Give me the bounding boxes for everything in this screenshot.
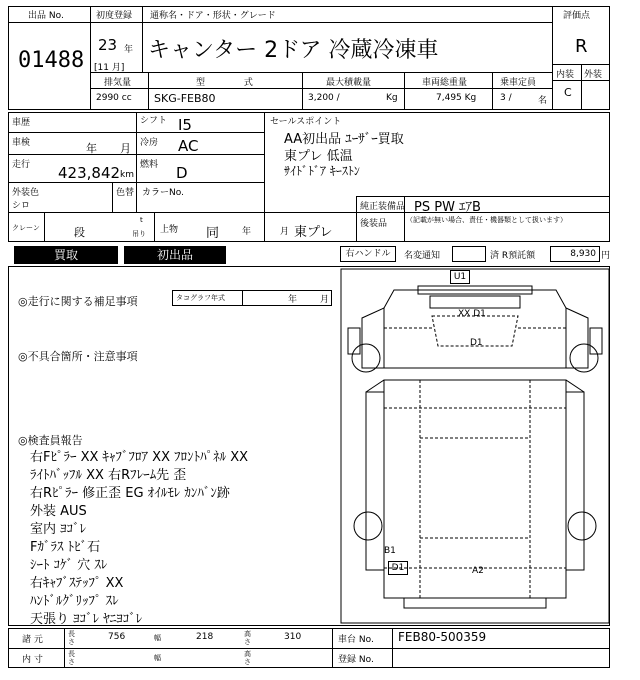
mileage-label: 走行 [12,160,31,170]
displacement-value: 2990 cc [96,93,132,103]
r-deposit-value: 8,930 [570,249,596,259]
first-reg-label: 初度登録 [96,11,133,21]
dims-label: 諸 元 [22,635,43,645]
inspection-label: 車検 [12,138,31,148]
shift-value: I5 [178,116,192,134]
shift-label: シフト [140,116,168,126]
exterior-label: 外装 [584,70,603,80]
displacement-label: 排気量 [104,78,132,88]
inspector-line: 右ｷｬﾌﾞｽﾃｯﾌﾟ XX [30,576,124,591]
max-load-value: 3,200 / [308,93,340,103]
model-value: SKG-FEB80 [154,92,216,105]
color-no-title: カラーNo. [142,188,184,198]
crane-label: クレーン [12,224,40,232]
tachograph-label: タコグラフ年式 [176,294,225,302]
width-value: 218 [196,632,214,642]
eq-year-unit: 年 [242,227,252,237]
mileage-unit: km [120,170,134,180]
buy-bar: 買取 [14,246,118,264]
diagram-mark: A2 [472,566,484,576]
inspector-line: ﾊﾝﾄﾞﾙｸﾞﾘｯﾌﾟ ｽﾚ [30,594,119,609]
steering-value: 右ハンドル [345,249,391,259]
eq-maker: 東プレ [294,225,333,240]
genuine-items: PS PW ｴｱB [414,200,481,215]
inspector-line: 天張り ﾖｺﾞﾚ ﾔﾆﾖｺﾞﾚ [30,612,143,627]
length-value: 756 [108,632,126,642]
lot-label: 出品 No. [28,11,64,21]
inner-width-label: 幅 [154,654,161,662]
tacho-year-unit: 年 [288,295,298,305]
ac-label: 冷房 [140,138,159,148]
equipment-label: 上物 [160,225,179,235]
inspector-title: ◎検査員報告 [18,434,83,447]
inner-height-label: 高さ [244,650,251,666]
year-unit: 年 [124,45,134,55]
length-label: 長さ [68,630,75,646]
sales-point-line: 東プレ 低温 [284,149,353,164]
reg-label: 登録 No. [338,655,374,665]
sales-points-title: セールスポイント [270,117,342,127]
inspector-line: ﾗｲﾄﾊﾞｯﾌﾙ XX 右Rﾌﾚｰﾑ先 歪 [30,468,187,483]
ac-value: AC [178,137,199,155]
capacity-unit: 名 [538,96,548,106]
eq-month-unit: 月 [280,227,290,237]
max-load-label: 最大積載量 [326,78,372,88]
ext-color-value: シロ [12,201,31,211]
r-deposit-box [550,246,600,262]
capacity-label: 乗車定員 [500,78,537,88]
sales-point-line: ｻｲﾄﾞﾄﾞｱ ｷｰｽﾄﾝ [284,164,360,178]
inspector-line: 外装 AUS [30,504,87,519]
height-label: 高さ [244,630,251,646]
mark-label: U1 [453,272,467,282]
crane-steps: 段 [74,226,85,239]
name-change-label: 名変通知 [404,251,441,261]
max-load-unit: Kg [386,93,398,103]
grade-label: 評価点 [563,11,591,21]
inspector-line: ｼｰﾄ ｺｹﾞ 穴 ｽﾚ [30,558,108,573]
inner-dims-label: 内 寸 [22,655,43,665]
defects-title: ◎不具合箇所・注意事項 [18,350,138,363]
color-no-label: 色替 [116,188,135,198]
first-reg-year: 23 [98,36,118,54]
width-label: 幅 [154,634,161,642]
height-value: 310 [284,632,302,642]
diagram-mark [388,561,408,575]
crane-hanging: 吊り [132,230,146,238]
diagram-mark: XX D1 [458,309,486,319]
chassis-label: 車台 No. [338,635,374,645]
driving-notes-title: ◎走行に関する補足事項 [18,295,138,308]
lot-number: 01488 [18,48,85,73]
aftermarket-note: （記載が無い場合、責任・機器類として扱います） [406,216,567,224]
inner-length-label: 長さ [68,650,75,666]
tacho-month-unit: 月 [320,295,330,305]
car-name-label: 通称名・ドア・形状・グレード [150,11,276,21]
fuel-label: 燃料 [140,160,159,170]
ext-color-label: 外装色 [12,188,40,198]
inspector-line: 右Fﾋﾟﾗｰ XX ｷｬﾌﾞﾌﾛｱ XX ﾌﾛﾝﾄﾊﾟﾈﾙ XX [30,450,249,465]
aftermarket-label: 後装品 [360,219,388,229]
capacity-value: 3 / [500,93,512,103]
first-reg-month: [11 月] [94,63,125,73]
inspection-month-unit: 月 [120,142,131,155]
sales-point-line: AA初出品 ﾕｰｻﾞｰ買取 [284,132,404,147]
model-label: 型 式 [196,78,271,88]
mark-label: D1 [391,563,405,573]
diagram-mark [450,270,470,284]
first-listing-bar: 初出品 [124,246,226,264]
name-change-box [452,246,486,262]
genuine-label: 純正装備品 [360,202,406,212]
steering-box [340,246,396,262]
inspector-line: 右Rﾋﾟﾗｰ 修正歪 EG ｵｲﾙﾓﾚ ｶﾝﾊﾞﾝ跡 [30,486,230,501]
inspector-line: 室内 ﾖｺﾞﾚ [30,522,87,537]
r-deposit-unit: 円 [601,251,611,261]
history-label: 車歴 [12,118,31,128]
equipment-same: 同 [206,226,220,241]
mileage-value: 423,842 [58,164,121,182]
interior-label: 内装 [556,70,575,80]
fuel-value: D [176,164,188,182]
car-name: キャンター 2ドア 冷蔵冷凍車 [148,38,439,63]
grade-value: R [575,36,588,57]
r-deposit-label: 済 R預託額 [490,251,536,261]
inspection-year-unit: 年 [86,142,97,155]
interior-grade: C [564,86,572,99]
chassis-value: FEB80-500359 [398,630,487,644]
crane-ton: t [140,216,143,224]
inspector-line: Fｶﾞﾗｽ ﾄﾋﾞ石 [30,540,101,555]
diagram-mark: B1 [384,546,396,556]
gross-weight-value: 7,495 Kg [436,93,477,103]
diagram-mark: D1 [470,338,483,348]
gross-weight-label: 車両総重量 [422,78,468,88]
